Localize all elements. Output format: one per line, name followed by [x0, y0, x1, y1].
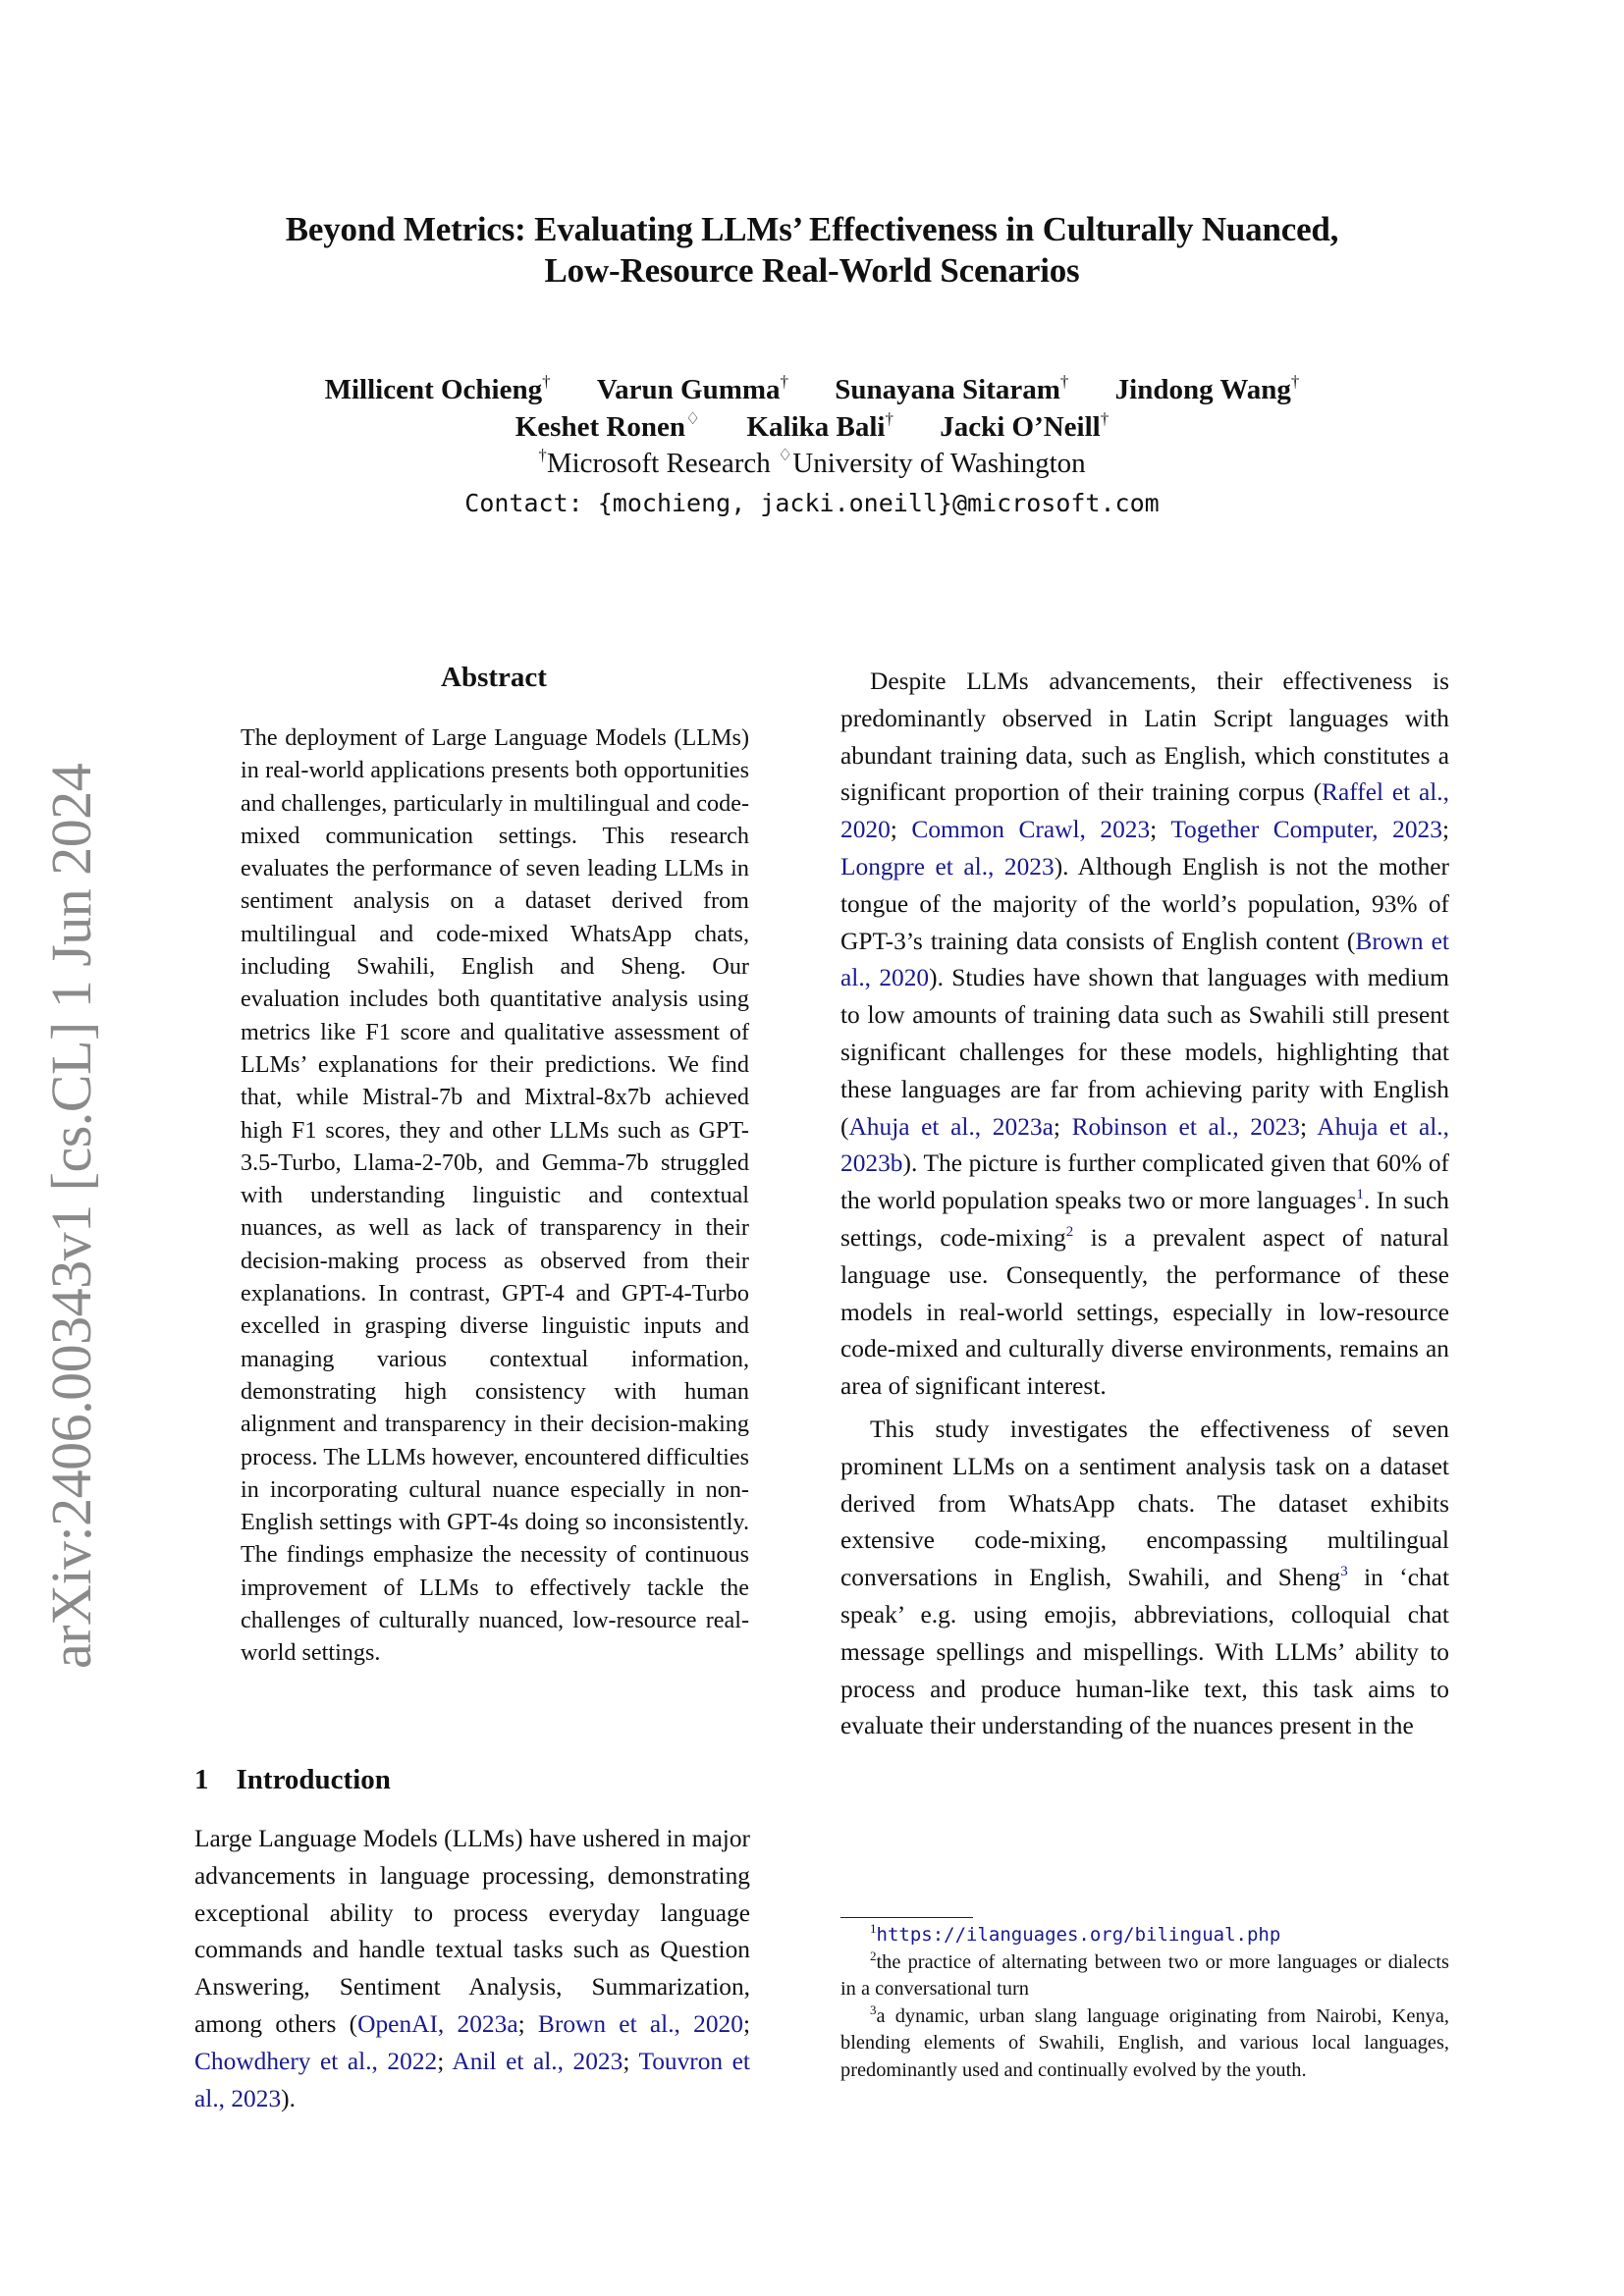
footnote-divider: [840, 1917, 973, 1918]
author-list: [0, 371, 1624, 446]
citation-link[interactable]: Chowdhery et al., 2022: [194, 2047, 438, 2075]
affiliations: [0, 446, 1624, 481]
paper-title: [0, 209, 1624, 292]
affiliation-mark: ♢: [778, 446, 793, 464]
author: [325, 374, 551, 405]
citation-link[interactable]: Ahuja et al., 2023a: [848, 1112, 1054, 1141]
affiliation-mark: †: [1290, 372, 1300, 391]
citation-link[interactable]: Common Crawl, 2023: [911, 816, 1151, 844]
section-title: Introduction: [236, 1764, 391, 1795]
author-name: Keshet Ronen: [514, 411, 685, 443]
section-heading-introduction: [194, 1762, 391, 1797]
affiliation-name: Microsoft Research: [546, 448, 778, 479]
abstract-heading: Abstract: [441, 662, 547, 693]
paragraph-text: ).: [281, 2084, 296, 2112]
citation-link[interactable]: Brown et al., 2020: [840, 927, 1449, 992]
footnote-1: [840, 1922, 1449, 1949]
paragraph: Despite LLMs advancements, their effectiveness is predominantly observed in Latin Script languages with abundant training data, such as English, which constitutes a significant proportion of their training corpus (Raffel et al., 2020; Common Crawl, 2023; Together Computer, 2023; Longpre et al., 2023). Although English is not the mother tongue of the majority of the world’s population, 93% of GPT-3’s training data consists of English content (Brown et al., 2020). Studies have shown that languages with medium to low amounts of training data such as Swahili still present significant challenges for these models, highlighting that these languages are far from achieving parity with English (Ahuja et al., 2023a; Robinson et al., 2023; Ahuja et al., 2023b). The picture is further complicated given that 60% of the world population speaks two or more languages$^1$. In such settings, code-mixing$^2$ is a prevalent aspect of natural language use. Consequently, the performance of these models in real-world settings, especially in low-resource code-mixed and culturally diverse environments, remains an area of significant interest.: [840, 667, 1449, 1401]
footnote-text: a dynamic, urban slang language originating from Nairobi, Kenya, blending elements of Swahili, English, and various local languages, predominantly used and continually evolved by the youth.: [840, 2004, 1449, 2081]
footnote-2: [840, 1949, 1449, 2003]
footnote-ref-1[interactable]: 1: [1356, 1187, 1364, 1203]
affiliation-mark: †: [538, 446, 547, 464]
paragraph-text: This study investigates the effectiveness of seven prominent LLMs on a sentiment analysis task on a dataset derived from WhatsApp chats. The dataset exhibits extensive code-mixing, encompassing multilingual conversations in English, Swahili, and Sheng: [840, 1415, 1449, 1592]
footnote-3: [840, 2003, 1449, 2085]
authors-line-1: [0, 371, 1624, 408]
footnote-mark: 3: [870, 2002, 877, 2017]
citation-link[interactable]: Ahuja et al., 2023b: [840, 1112, 1449, 1178]
paragraph-text: Large Language Models (LLMs) have ushered in major advancements in language processing, demonstrating exceptional ability to process everyday language commands and handle textual tasks such as Question Answering, Sentiment Analysis, Summarization, among others (: [194, 1825, 750, 2038]
paragraph-text: in ‘chat speak’ e.g. using emojis, abbreviations, colloquial chat message spellings and mispellings. With LLMs’ ability to process and produce human-like text, this task aims to evaluate their understanding of the nuances present in the: [840, 1564, 1449, 1740]
author-name: Millicent Ochieng: [324, 374, 543, 405]
citation-link[interactable]: Raffel et al., 2020: [840, 778, 1449, 844]
affiliation-mark: †: [1059, 372, 1069, 391]
right-column-body: [840, 664, 1449, 1745]
affiliation-mark: †: [885, 409, 893, 428]
citation-link[interactable]: Robinson et al., 2023: [1071, 1112, 1300, 1141]
author-name: Varun Gumma: [596, 374, 781, 405]
affiliation-mark: †: [780, 372, 789, 391]
citation-link[interactable]: Anil et al., 2023: [452, 2047, 623, 2075]
citation-link[interactable]: Touvron et al., 2023: [194, 2047, 750, 2112]
introduction-paragraph: Large Language Models (LLMs) have ushered in major advancements in language processing, demonstrating exceptional ability to process everyday language commands and handle textual tasks such as Question Answering, Sentiment Analysis, Summarization, among others (OpenAI, 2023a; Brown et al., 2020; Chowdhery et al., 2022; Anil et al., 2023; Touvron et al., 2023).: [194, 1825, 751, 2112]
affiliation-mark: †: [542, 372, 551, 391]
authors-line-2: [0, 408, 1624, 446]
section-number: 1: [194, 1764, 209, 1795]
author: [1115, 374, 1300, 405]
author-name: Jindong Wang: [1114, 374, 1291, 405]
citation-link[interactable]: OpenAI, 2023a: [357, 2009, 518, 2038]
paragraph-text: Despite LLMs advancements, their effectiveness is predominantly observed in Latin Script languages with abundant training data, such as English, which constitutes a significant proportion of their training corpus (: [840, 667, 1449, 807]
arxiv-stamp: arXiv:2406.00343v1 [cs.CL] 1 Jun 2024: [39, 763, 103, 1669]
paragraph-text: ). Although English is not the mother tongue of the majority of the world’s population, 93% of GPT-3’s training data consists of English content (: [840, 852, 1449, 955]
paragraph-text: . In such settings, code-mixing: [840, 1187, 1449, 1252]
affiliation-name: University of Washington: [792, 448, 1086, 479]
title-line-1: Beyond Metrics: Evaluating LLMs’ Effectiveness in Culturally Nuanced,: [285, 210, 1339, 248]
footnotes: [840, 1922, 1449, 2085]
author: [597, 374, 788, 405]
affiliation-mark: †: [1100, 409, 1110, 428]
footnote-mark: 2: [870, 1948, 877, 1963]
author: [515, 411, 700, 443]
author: [746, 411, 893, 443]
affiliation-mark: ♢: [684, 409, 701, 428]
paragraph: [840, 1412, 1449, 1745]
paragraph-text: ). Studies have shown that languages with medium to low amounts of training data such as Swahili still present significant challenges for these models, highlighting that these languages are far from achieving parity with English (: [840, 964, 1449, 1141]
abstract-body: The deployment of Large Language Models (LLMs) in real-world applications presents both opportunities and challenges, particularly in multilingual and code-mixed communication settings. This research evaluates the performance of seven leading LLMs in sentiment analysis on a dataset derived from multilingual and code-mixed WhatsApp chats, including Swahili, English and Sheng. Our evaluation includes both quantitative analysis using metrics like F1 score and qualitative assessment of LLMs’ explanations for their predictions. We find that, while Mistral-7b and Mixtral-8x7b achieved high F1 scores, they and other LLMs such as GPT-3.5-Turbo, Llama-2-70b, and Gemma-7b struggled with understanding linguistic and contextual nuances, as well as lack of transparency in their decision-making process as observed from their explanations. In contrast, GPT-4 and GPT-4-Turbo excelled in grasping diverse linguistic inputs and managing various contextual information, demonstrating high consistency with human alignment and transparency in their decision-making process. The LLMs however, encountered difficulties in incorporating cultural nuance especially in non-English settings with GPT-4s doing so inconsistently. The findings emphasize the necessity of continuous improvement of LLMs to effectively tackle the challenges of culturally nuanced, low-resource real-world settings.: [241, 724, 749, 1667]
contact-email: Contact: {mochieng, jacki.oneill}@microsoft.com: [464, 489, 1160, 517]
footnote-ref-3[interactable]: 3: [1340, 1564, 1348, 1580]
author-name: Kalika Bali: [746, 411, 886, 443]
author-name: Sunayana Sitaram: [835, 374, 1060, 405]
paragraph-text: ). The picture is further complicated given that 60% of the world population speaks two or more languages: [840, 1149, 1449, 1215]
author: [940, 411, 1109, 443]
author: [835, 374, 1068, 405]
footnote-mark: 1: [870, 1921, 877, 1936]
title-line-2: Low-Resource Real-World Scenarios: [544, 251, 1080, 290]
footnote-url-link[interactable]: https://ilanguages.org/bilingual.php: [876, 1924, 1281, 1946]
citation-link[interactable]: Together Computer, 2023: [1170, 816, 1442, 844]
citation-link[interactable]: Brown et al., 2020: [537, 2009, 743, 2038]
footnote-text: the practice of alternating between two or more languages or dialects in a conversational turn: [840, 1950, 1449, 2001]
paragraph-text: is a prevalent aspect of natural language use. Consequently, the performance of these models in real-world settings, especially in low-resource code-mixed and culturally diverse environments, remains an area of significant interest.: [840, 1223, 1449, 1401]
author-name: Jacki O’Neill: [940, 411, 1101, 443]
footnote-ref-2[interactable]: 2: [1065, 1223, 1074, 1240]
citation-link[interactable]: Longpre et al., 2023: [840, 852, 1055, 881]
